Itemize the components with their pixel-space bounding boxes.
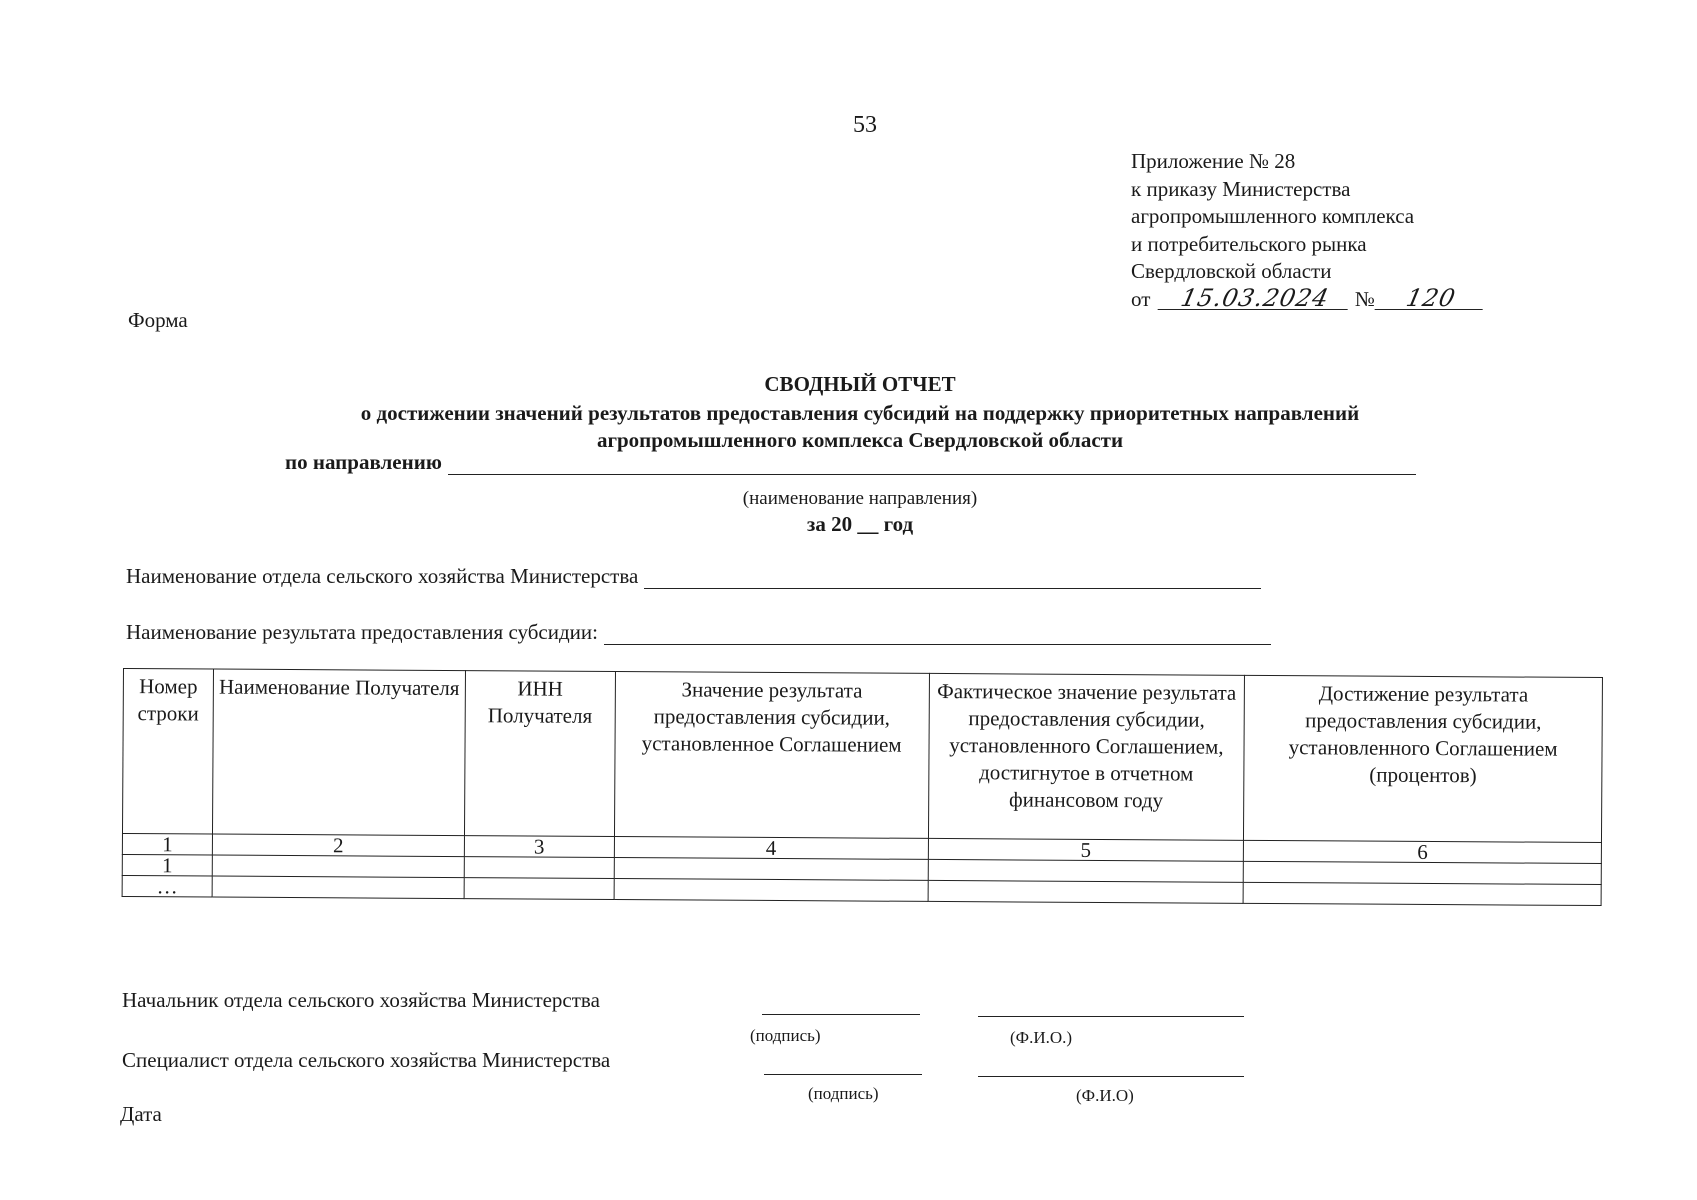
column-number: 6	[1244, 840, 1602, 863]
column-number: 3	[464, 836, 614, 858]
table-header-row	[122, 669, 1602, 843]
table-cell[interactable]	[212, 855, 464, 878]
direction-row	[285, 450, 1416, 475]
head-fio-line[interactable]	[978, 1016, 1244, 1017]
department-field	[126, 564, 1261, 589]
header-actual-value: Фактическое значение результата предоставления субсидии, установленного Соглашением, достигнутое в отчетном финансовом году	[928, 673, 1245, 840]
table-cell[interactable]	[928, 880, 1244, 903]
table-cell[interactable]	[928, 859, 1244, 882]
page-number: 53	[853, 112, 877, 138]
header-target-value: Значение результата предоставления субсидии, установленное Соглашением	[614, 672, 929, 839]
result-fill-line[interactable]	[604, 622, 1271, 645]
report-table	[122, 668, 1603, 906]
table-cell[interactable]	[614, 879, 928, 902]
header-recipient-inn: ИНН Получателя	[464, 671, 615, 837]
specialist-signature-caption: (подпись)	[808, 1084, 879, 1103]
appendix-line: Свердловской области	[1131, 259, 1332, 283]
specialist-signature-label: Специалист отдела сельского хозяйства Министерства	[122, 1048, 611, 1072]
column-number: 4	[614, 837, 928, 860]
handwritten-date: 15.03.2024	[1157, 287, 1352, 310]
appendix-block	[1131, 148, 1485, 313]
header-achievement-percent: Достижение результата предоставления субсидии, установленного Соглашением (процентов)	[1244, 675, 1603, 842]
column-number: 2	[212, 834, 464, 857]
handwritten-number: 120	[1375, 287, 1488, 310]
header-row-number: Номер строки	[122, 669, 213, 835]
table-cell[interactable]	[614, 858, 928, 881]
column-number: 5	[928, 838, 1244, 861]
head-signature-caption: (подпись)	[750, 1026, 821, 1045]
result-label: Наименование результата предоставления субсидии:	[126, 620, 598, 644]
table-cell[interactable]	[464, 878, 614, 900]
department-label: Наименование отдела сельского хозяйства Министерства	[126, 564, 639, 588]
head-signature-line[interactable]	[762, 1014, 920, 1015]
report-subtitle-line2: агропромышленного комплекса Свердловской области	[596, 428, 1124, 452]
date-label: Дата	[120, 1102, 162, 1126]
appendix-line: Приложение № 28	[1131, 149, 1296, 173]
from-label: от	[1131, 286, 1151, 311]
specialist-fio-caption: (Ф.И.О)	[1076, 1086, 1134, 1105]
table-cell[interactable]	[1243, 882, 1601, 905]
table-cell: 1	[122, 854, 212, 876]
table-cell: …	[122, 875, 212, 897]
specialist-signature-line[interactable]	[764, 1074, 922, 1075]
result-field	[126, 620, 1271, 645]
table-cell[interactable]	[212, 876, 464, 899]
header-recipient-name: Наименование Получателя	[212, 669, 465, 836]
direction-label: по направлению	[285, 450, 442, 474]
form-label: Форма	[128, 308, 188, 332]
appendix-line: и потребительского рынка	[1131, 231, 1367, 256]
appendix-line: агропромышленного комплекса	[1131, 204, 1415, 228]
direction-fill-line[interactable]	[448, 452, 1416, 475]
report-title: СВОДНЫЙ ОТЧЕТ	[764, 372, 956, 396]
table-cell[interactable]	[1243, 861, 1601, 884]
number-label: №	[1354, 286, 1375, 311]
table-cell[interactable]	[464, 857, 614, 879]
appendix-order-line	[1131, 283, 1485, 314]
head-signature-label: Начальник отдела сельского хозяйства Министерства	[122, 988, 600, 1012]
specialist-fio-line[interactable]	[978, 1076, 1244, 1077]
head-fio-caption: (Ф.И.О.)	[1010, 1028, 1073, 1047]
appendix-line: к приказу Министерства	[1131, 176, 1351, 201]
report-subtitle-line1: о достижении значений результатов предоставления субсидий на поддержку приоритетных направлений	[360, 401, 1360, 425]
year-line: за 20 __ год	[806, 512, 914, 536]
direction-caption: (наименование направления)	[742, 488, 978, 509]
column-number: 1	[122, 833, 212, 855]
department-fill-line[interactable]	[644, 566, 1261, 589]
